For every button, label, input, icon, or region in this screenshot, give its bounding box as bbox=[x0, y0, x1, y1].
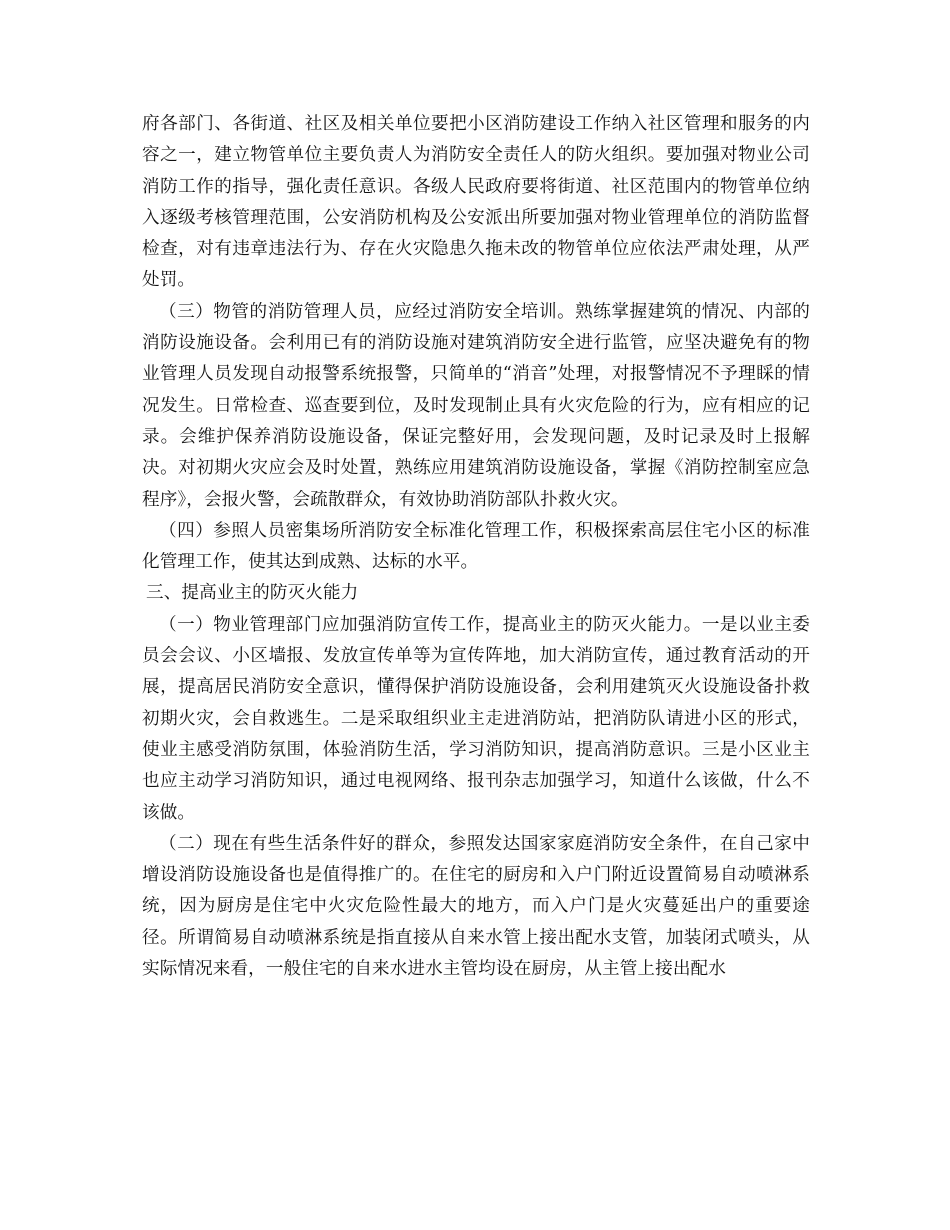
section-heading-3: 三、提高业主的防灭火能力 bbox=[146, 583, 359, 604]
paragraph-item-3: （三）物管的消防管理人员，应经过消防安全培训。熟练掌握建筑的情况、内部的消防设施设备。会利用已有的消防设施对建筑消防安全进行监管，应坚决避免有的物业管理人员发现自动报警系统报警，只简单的“消音”处理，对报警情况不予理睬的情况发生。日常检查、巡查要到位，及时发现制止具有火灾危险的行为，应有相应的记录。会维护保养消防设施设备，保证完整好用，会发现问题，及时记录及时上报解决。对初期火灾应会及时处置，熟练应用建筑消防设施设备，掌握《消防控制室应急程序》，会报火警，会疏散群众，有效协助消防部队扑救火灾。 bbox=[142, 301, 810, 510]
paragraph-continuation: 府各部门、各街道、社区及相关单位要把小区消防建设工作纳入社区管理和服务的内容之一，建立物管单位主要负责人为消防安全责任人的防火组织。要加强对物业公司消防工作的指导，强化责任意识。各级人民政府要将街道、社区范围内的物管单位纳入逐级考核管理范围，公安消防机构及公安派出所要加强对物业管理单位的消防监督检查，对有违章违法行为、存在火灾隐患久拖未改的物管单位应依法严肃处理，从严处罚。 bbox=[142, 114, 810, 291]
paragraph-item-4: （四）参照人员密集场所消防安全标准化管理工作，积极探索高层住宅小区的标准化管理工作，使其达到成熟、达标的水平。 bbox=[142, 520, 810, 573]
paragraph-item-1: （一）物业管理部门应加强消防宣传工作，提高业主的防灭火能力。一是以业主委员会会议、小区墙报、发放宣传单等为宣传阵地，加大消防宣传，通过教育活动的开展，提高居民消防安全意识，懂得保护消防设施设备，会利用建筑灭火设施设备扑救初期火灾，会自救逃生。二是采取组织业主走进消防站，把消防队请进小区的形式，使业主感受消防氛围，体验消防生活，学习消防知识，提高消防意识。三是小区业主也应主动学习消防知识，通过电视网络、报刊杂志加强学习，知道什么该做，什么不该做。 bbox=[142, 614, 810, 823]
paragraph-item-2: （二）现在有些生活条件好的群众，参照发达国家家庭消防安全条件，在自己家中增设消防设施设备也是值得推广的。在住宅的厨房和入户门附近设置简易自动喷淋系统，因为厨房是住宅中火灾危险性最大的地方，而入户门是火灾蔓延出户的重要途径。所谓简易自动喷淋系统是指直接从自来水管上接出配水支管，加装闭式喷头，从实际情况来看，一般住宅的自来水进水主管均设在厨房，从主管上接出配水 bbox=[142, 833, 810, 980]
document-page bbox=[142, 109, 810, 985]
